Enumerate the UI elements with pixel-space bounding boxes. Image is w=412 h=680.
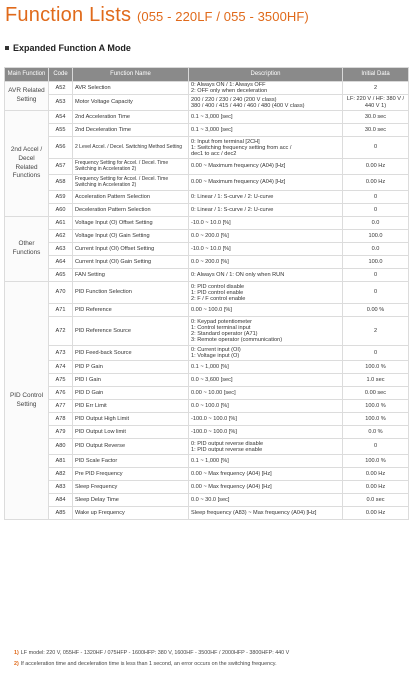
code-cell: A73	[49, 346, 73, 361]
description-line: -10.0 ~ 10.0 [%]	[191, 219, 231, 226]
table-row	[5, 455, 409, 468]
table-body	[5, 82, 409, 520]
description-line: 0.00 ~ 10.00 [sec]	[191, 389, 236, 396]
code-cell: A58	[49, 175, 73, 191]
description-cell	[189, 426, 343, 439]
description-cell	[189, 111, 343, 124]
description-cell	[189, 481, 343, 494]
code-cell: A59	[49, 191, 73, 204]
header-function-name: Function Name	[73, 68, 189, 82]
header-initial-data: Initial Data	[343, 68, 409, 82]
function-name-cell: PID I Gain	[73, 374, 189, 387]
description-line: 0.1 ~ 3,000 [sec]	[191, 113, 233, 120]
description-line: 0: Input from terminal [2CH]	[191, 138, 260, 145]
description-cell	[189, 230, 343, 243]
description-line: 1: PID output reverse enable	[191, 446, 263, 453]
description-cell	[189, 346, 343, 361]
function-name-cell: Sleep Delay Time	[73, 494, 189, 507]
description-line: 0.1 ~ 1,000 [%]	[191, 457, 229, 464]
description-cell	[189, 468, 343, 481]
code-cell: A70	[49, 282, 73, 304]
table-row	[5, 346, 409, 361]
table-row	[5, 191, 409, 204]
code-cell: A79	[49, 426, 73, 439]
description-cell	[189, 217, 343, 230]
function-name-cell: PID Scale Factor	[73, 455, 189, 468]
table-row	[5, 507, 409, 520]
description-cell	[189, 282, 343, 304]
code-cell: A56	[49, 137, 73, 159]
code-cell: A63	[49, 243, 73, 256]
initial-data-cell: 0.00 Hz	[343, 175, 409, 191]
description-line: 0: Always ON / 1: Always OFF	[191, 82, 266, 88]
code-cell: A61	[49, 217, 73, 230]
description-line: 0: Linear / 1: S-curve / 2: U-curve	[191, 193, 274, 200]
description-line: 0: PID output reverse disable	[191, 440, 264, 447]
table-row	[5, 374, 409, 387]
description-line: 1: Voltage input (O)	[191, 353, 240, 360]
function-name-cell: Motor Voltage Capacity	[73, 95, 189, 111]
code-cell: A60	[49, 204, 73, 217]
function-name-cell: 2 Level Accel. / Decel. Switching Method Setting	[73, 137, 189, 159]
description-line: 0.00 ~ Maximum frequency (A04) [Hz]	[191, 179, 286, 186]
description-line: 1: Control terminal input	[191, 325, 251, 332]
initial-data-cell: 0.00 Hz	[343, 159, 409, 175]
main-function-cell: 2nd Accel / Decel Related Functions	[5, 111, 49, 217]
function-name-cell: Sleep Frequency	[73, 481, 189, 494]
table-row	[5, 243, 409, 256]
table-row	[5, 282, 409, 304]
description-line: 200 / 220 / 230 / 240 (200 V class)	[191, 96, 277, 103]
initial-data-cell: 100.0 %	[343, 413, 409, 426]
description-cell	[189, 243, 343, 256]
description-cell	[189, 82, 343, 95]
table-row	[5, 137, 409, 159]
initial-data-cell: 100.0	[343, 256, 409, 269]
function-name-cell: PID Reference	[73, 304, 189, 317]
description-line: 0.0 ~ 30.0 [sec]	[191, 496, 230, 503]
table-row	[5, 175, 409, 191]
description-cell	[189, 400, 343, 413]
header-code: Code	[49, 68, 73, 82]
description-line: 0.1 ~ 3,000 [sec]	[191, 126, 233, 133]
function-name-cell: Voltage Input (O) Gain Setting	[73, 230, 189, 243]
description-line: 2: OFF only when deceleration	[191, 88, 268, 95]
initial-data-cell: 0	[343, 269, 409, 282]
header-main-function: Main Function	[5, 68, 49, 82]
description-cell	[189, 304, 343, 317]
section-title: Expanded Function A Mode	[13, 43, 131, 53]
initial-data-cell: 0.00 Hz	[343, 507, 409, 520]
footnote-number: 1)	[14, 650, 19, 656]
description-line: 3: Remote operator (communication)	[191, 337, 283, 344]
footnote-number: 2)	[14, 661, 19, 667]
initial-data-cell: 30.0 sec	[343, 111, 409, 124]
description-line: 0.0 ~ 3,600 [sec]	[191, 376, 233, 383]
table-row	[5, 256, 409, 269]
function-name-cell: PID Err Limit	[73, 400, 189, 413]
function-name-cell: Current Input (OI) Offset Setting	[73, 243, 189, 256]
function-name-cell: Frequency Setting for Accel. / Decel. Time Switching in Acceleration 2)	[73, 159, 189, 175]
table-row	[5, 304, 409, 317]
table-row	[5, 494, 409, 507]
initial-data-cell: 30.0 sec	[343, 124, 409, 137]
table-row	[5, 317, 409, 346]
function-name-cell: 2nd Acceleration Time	[73, 111, 189, 124]
code-cell: A78	[49, 413, 73, 426]
description-cell	[189, 175, 343, 191]
function-name-cell: FAN Setting	[73, 269, 189, 282]
table-header-row	[5, 68, 409, 82]
initial-data-cell: 100.0 %	[343, 361, 409, 374]
code-cell: A54	[49, 111, 73, 124]
code-cell: A53	[49, 95, 73, 111]
function-name-cell: PID Reference Source	[73, 317, 189, 346]
description-line: 0.0 ~ 200.0 [%]	[191, 258, 229, 265]
description-line: 0.0 ~ 200.0 [%]	[191, 232, 229, 239]
description-line: 0: Keypad potentiometer	[191, 319, 252, 325]
table-row	[5, 124, 409, 137]
table-row	[5, 481, 409, 494]
description-line: 0: PID control disable	[191, 283, 245, 290]
page-subtitle: (055 - 220LF / 055 - 3500HF)	[136, 9, 309, 24]
function-name-cell: AVR Selection	[73, 82, 189, 95]
function-name-cell: PID Output High Limit	[73, 413, 189, 426]
initial-data-cell: 0.0	[343, 217, 409, 230]
table-row	[5, 111, 409, 124]
footnote-text: LF model: 220 V, 055HF - 1320HF / 075HFP - 1600HFP: 380 V, 1600HF - 3500HF / 2000HFP - 3800HFP: 440 V	[20, 650, 290, 656]
description-cell	[189, 439, 343, 455]
function-name-cell: PID Function Selection	[73, 282, 189, 304]
header-description: Description	[189, 68, 343, 82]
table-row	[5, 426, 409, 439]
description-cell	[189, 95, 343, 111]
initial-data-cell: 1.0 sec	[343, 374, 409, 387]
initial-data-cell: LF: 220 V / HF: 380 V / 440 V 1)	[343, 95, 409, 111]
table-row	[5, 159, 409, 175]
description-line: Sleep frequency (A83) ~ Max frequency (A04) [Hz]	[191, 509, 317, 516]
description-cell	[189, 191, 343, 204]
footnote-1	[14, 650, 289, 656]
code-cell: A72	[49, 317, 73, 346]
function-name-cell: PID Output Low limit	[73, 426, 189, 439]
table-row	[5, 468, 409, 481]
description-cell	[189, 124, 343, 137]
page-title-text: Function Lists	[5, 4, 132, 26]
description-cell	[189, 507, 343, 520]
initial-data-cell: 0	[343, 346, 409, 361]
description-line: 0.00 ~ Max frequency (A04) [Hz]	[191, 470, 272, 477]
table-row	[5, 439, 409, 455]
description-cell	[189, 204, 343, 217]
code-cell: A83	[49, 481, 73, 494]
code-cell: A55	[49, 124, 73, 137]
initial-data-cell: 0	[343, 204, 409, 217]
initial-data-cell: 0	[343, 282, 409, 304]
code-cell: A82	[49, 468, 73, 481]
initial-data-cell: 0	[343, 439, 409, 455]
description-cell	[189, 269, 343, 282]
description-cell	[189, 374, 343, 387]
code-cell: A71	[49, 304, 73, 317]
initial-data-cell: 100.0 %	[343, 455, 409, 468]
code-cell: A52	[49, 82, 73, 95]
initial-data-cell: 2	[343, 317, 409, 346]
description-cell	[189, 361, 343, 374]
page-title	[5, 4, 309, 27]
initial-data-cell: 100.0 %	[343, 400, 409, 413]
description-line: 380 / 400 / 415 / 440 / 460 / 480 (400 V class)	[191, 102, 305, 109]
table-row	[5, 204, 409, 217]
description-cell	[189, 413, 343, 426]
code-cell: A75	[49, 374, 73, 387]
initial-data-cell: 0.00 %	[343, 304, 409, 317]
description-line: 0.0 ~ 100.0 [%]	[191, 402, 229, 409]
code-cell: A77	[49, 400, 73, 413]
main-function-cell: AVR Related Setting	[5, 82, 49, 111]
function-table	[4, 67, 409, 520]
table-row	[5, 413, 409, 426]
initial-data-cell: 0.0	[343, 243, 409, 256]
code-cell: A74	[49, 361, 73, 374]
description-line: 0.1 ~ 1,000 [%]	[191, 363, 229, 370]
initial-data-cell: 0	[343, 137, 409, 159]
description-line: 1: Switching frequency setting from acc /	[191, 144, 292, 151]
initial-data-cell: 0.00 Hz	[343, 481, 409, 494]
function-name-cell: PID Feed-back Source	[73, 346, 189, 361]
function-name-cell: 2nd Deceleration Time	[73, 124, 189, 137]
description-line: 0.00 ~ Max frequency (A04) [Hz]	[191, 483, 272, 490]
table-row	[5, 217, 409, 230]
code-cell: A81	[49, 455, 73, 468]
function-name-cell: Wake up Frequency	[73, 507, 189, 520]
description-cell	[189, 455, 343, 468]
description-cell	[189, 256, 343, 269]
table-row	[5, 387, 409, 400]
function-name-cell: Current Input (OI) Gain Setting	[73, 256, 189, 269]
code-cell: A80	[49, 439, 73, 455]
description-line: 0.00 ~ 100.0 [%]	[191, 306, 232, 313]
table-row	[5, 400, 409, 413]
description-line: 0: Current input (OI)	[191, 347, 241, 354]
function-name-cell: Deceleration Pattern Selection	[73, 204, 189, 217]
function-name-cell: Frequency Setting for Accel. / Decel. Time Switching in Acceleration 2)	[73, 175, 189, 191]
section-heading	[5, 43, 131, 53]
code-cell: A57	[49, 159, 73, 175]
description-line: -100.0 ~ 100.0 [%]	[191, 415, 237, 422]
initial-data-cell: 0.00 sec	[343, 387, 409, 400]
main-function-cell: PID Control Setting	[5, 282, 49, 520]
description-line: dec1 to acc / dec2	[191, 150, 237, 157]
code-cell: A64	[49, 256, 73, 269]
function-name-cell: PID P Gain	[73, 361, 189, 374]
initial-data-cell: 0.0 %	[343, 426, 409, 439]
function-name-cell: Pre PID Frequency	[73, 468, 189, 481]
description-line: 0.00 ~ Maximum frequency (A04) [Hz]	[191, 163, 286, 170]
table-row	[5, 269, 409, 282]
description-line: -100.0 ~ 100.0 [%]	[191, 428, 237, 435]
description-line: 2: F / F control enable	[191, 295, 246, 302]
function-name-cell: PID Output Reverse	[73, 439, 189, 455]
description-line: 0: Linear / 1: S-curve / 2: U-curve	[191, 206, 274, 213]
code-cell: A76	[49, 387, 73, 400]
description-line: -10.0 ~ 10.0 [%]	[191, 245, 231, 252]
function-name-cell: PID D Gain	[73, 387, 189, 400]
table-row	[5, 361, 409, 374]
description-line: 1: PID control enable	[191, 289, 244, 296]
code-cell: A65	[49, 269, 73, 282]
description-cell	[189, 494, 343, 507]
description-cell	[189, 317, 343, 346]
initial-data-cell: 2	[343, 82, 409, 95]
initial-data-cell: 0	[343, 191, 409, 204]
description-line: 0: Always ON / 1: ON only when RUN	[191, 271, 285, 278]
table-row	[5, 230, 409, 243]
code-cell: A84	[49, 494, 73, 507]
code-cell: A85	[49, 507, 73, 520]
main-function-cell: Other Functions	[5, 217, 49, 282]
description-cell	[189, 159, 343, 175]
footnote-text: If acceleration time and deceleration time is less than 1 second, an error occurs on the switching frequency.	[20, 661, 277, 667]
function-name-cell: Voltage Input (O) Offset Setting	[73, 217, 189, 230]
bullet-square-icon	[5, 46, 9, 50]
initial-data-cell: 0.00 Hz	[343, 468, 409, 481]
description-line: 2: Standard operator (A71)	[191, 331, 258, 338]
initial-data-cell: 0.0 sec	[343, 494, 409, 507]
table-row	[5, 82, 409, 95]
function-name-cell: Acceleration Pattern Selection	[73, 191, 189, 204]
footnote-2	[14, 661, 277, 667]
code-cell: A62	[49, 230, 73, 243]
description-cell	[189, 387, 343, 400]
description-cell	[189, 137, 343, 159]
initial-data-cell: 100.0	[343, 230, 409, 243]
table-row	[5, 95, 409, 111]
